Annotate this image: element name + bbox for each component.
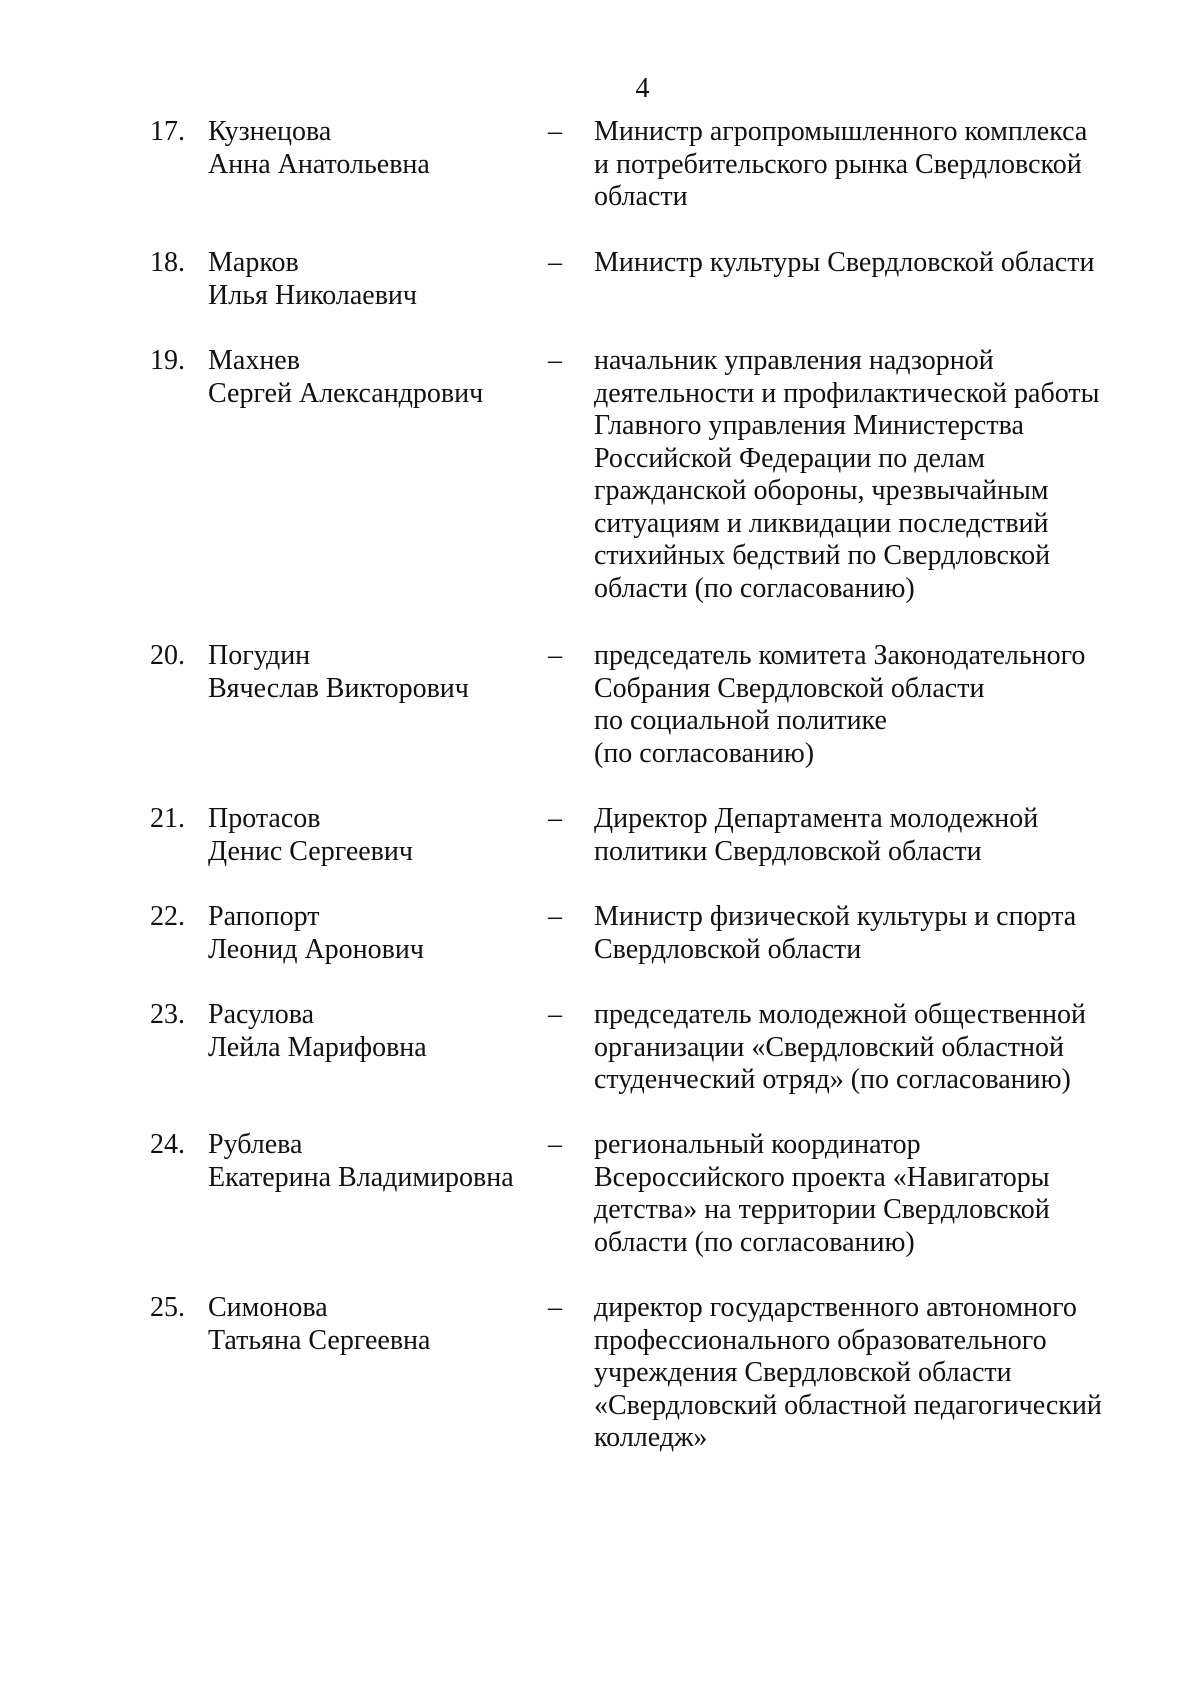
person-position: [594, 345, 1099, 605]
person-given-name: Татьяна Сергеевна: [208, 1324, 431, 1356]
item-number: 20.: [150, 640, 185, 671]
person-surname: Махнев: [208, 345, 300, 376]
position-line: студенческий отряд» (по согласованию): [594, 1064, 1071, 1095]
person-name: [208, 116, 430, 181]
person-given-name: Екатерина Владимировна: [208, 1161, 514, 1193]
separator-dash: –: [548, 116, 562, 147]
position-line: по социальной политике: [594, 705, 887, 736]
person-given-name: Анна Анатольевна: [208, 148, 430, 180]
person-surname: Рапопорт: [208, 901, 320, 932]
item-number: 21.: [150, 803, 185, 834]
position-line: (по согласованию): [594, 737, 815, 769]
person-name: [208, 247, 417, 312]
person-position: [594, 999, 1086, 1097]
person-given-name: Денис Сергеевич: [208, 835, 413, 867]
separator-dash: –: [548, 803, 562, 834]
item-number: 19.: [150, 345, 185, 376]
position-line: и потребительского рынка Свердловской: [594, 148, 1082, 180]
item-number: 17.: [150, 116, 185, 147]
position-line: Министр физической культуры и спорта: [594, 901, 1077, 932]
person-given-name: Вячеслав Викторович: [208, 672, 469, 704]
position-line: ситуациям и ликвидации последствий: [594, 507, 1049, 539]
position-line: деятельности и профилактической работы: [594, 377, 1100, 409]
person-position: [594, 803, 1038, 868]
position-line: политики Свердловской области: [594, 835, 982, 867]
person-name: [208, 999, 427, 1064]
position-line: стихийных бедствий по Свердловской: [594, 540, 1051, 571]
position-line: Свердловской области: [594, 933, 862, 965]
position-line: директор государственного автономного: [594, 1292, 1077, 1323]
item-number: 23.: [150, 999, 185, 1030]
separator-dash: –: [548, 1292, 562, 1323]
position-line: Российской Федерации по делам: [594, 442, 986, 474]
position-line: области (по согласованию): [594, 1226, 915, 1258]
position-line: области (по согласованию): [594, 572, 915, 604]
person-name: [208, 640, 469, 705]
position-line: Министр агропромышленного комплекса: [594, 116, 1088, 147]
separator-dash: –: [548, 640, 562, 671]
position-line: Министр культуры Свердловской области: [594, 247, 1095, 278]
person-name: [208, 345, 483, 410]
person-given-name: Сергей Александрович: [208, 377, 484, 409]
position-line: области: [594, 181, 688, 212]
position-line: гражданской обороны, чрезвычайным: [594, 475, 1049, 506]
position-line: «Свердловский областной педагогический: [594, 1389, 1102, 1421]
separator-dash: –: [548, 999, 562, 1030]
position-line: организации «Свердловский областной: [594, 1031, 1064, 1063]
person-surname: Марков: [208, 247, 299, 278]
position-line: Собрания Свердловской области: [594, 672, 985, 704]
person-name: [208, 1129, 514, 1194]
position-line: Директор Департамента молодежной: [594, 803, 1039, 834]
person-position: [594, 116, 1087, 214]
person-given-name: Лейла Марифовна: [208, 1031, 427, 1063]
person-position: [594, 640, 1085, 770]
position-line: региональный координатор: [594, 1129, 921, 1160]
person-position: [594, 901, 1076, 966]
person-position: [594, 1129, 1050, 1259]
item-number: 25.: [150, 1292, 185, 1323]
person-given-name: Леонид Аронович: [208, 933, 424, 965]
separator-dash: –: [548, 1129, 562, 1160]
person-surname: Рублева: [208, 1129, 303, 1160]
person-name: [208, 901, 424, 966]
item-number: 24.: [150, 1129, 185, 1160]
separator-dash: –: [548, 901, 562, 932]
position-line: председатель молодежной общественной: [594, 999, 1087, 1030]
person-name: [208, 803, 413, 868]
separator-dash: –: [548, 247, 562, 278]
position-line: Всероссийского проекта «Навигаторы: [594, 1161, 1050, 1193]
position-line: профессионального образовательного: [594, 1324, 1047, 1356]
position-line: учреждения Свердловской области: [594, 1357, 1012, 1388]
position-line: детства» на территории Свердловской: [594, 1194, 1050, 1225]
person-surname: Кузнецова: [208, 116, 332, 147]
person-name: [208, 1292, 430, 1357]
person-surname: Протасов: [208, 803, 321, 834]
item-number: 22.: [150, 901, 185, 932]
separator-dash: –: [548, 345, 562, 376]
position-line: колледж»: [594, 1422, 708, 1453]
person-position: [594, 247, 1094, 280]
person-surname: Симонова: [208, 1292, 328, 1323]
person-position: [594, 1292, 1102, 1455]
position-line: начальник управления надзорной: [594, 345, 994, 376]
page-number: 4: [635, 73, 650, 104]
person-surname: Погудин: [208, 640, 311, 671]
position-line: председатель комитета Законодательного: [594, 640, 1086, 671]
person-given-name: Илья Николаевич: [208, 279, 417, 311]
person-surname: Расулова: [208, 999, 315, 1030]
item-number: 18.: [150, 247, 185, 278]
position-line: Главного управления Министерства: [594, 410, 1024, 441]
